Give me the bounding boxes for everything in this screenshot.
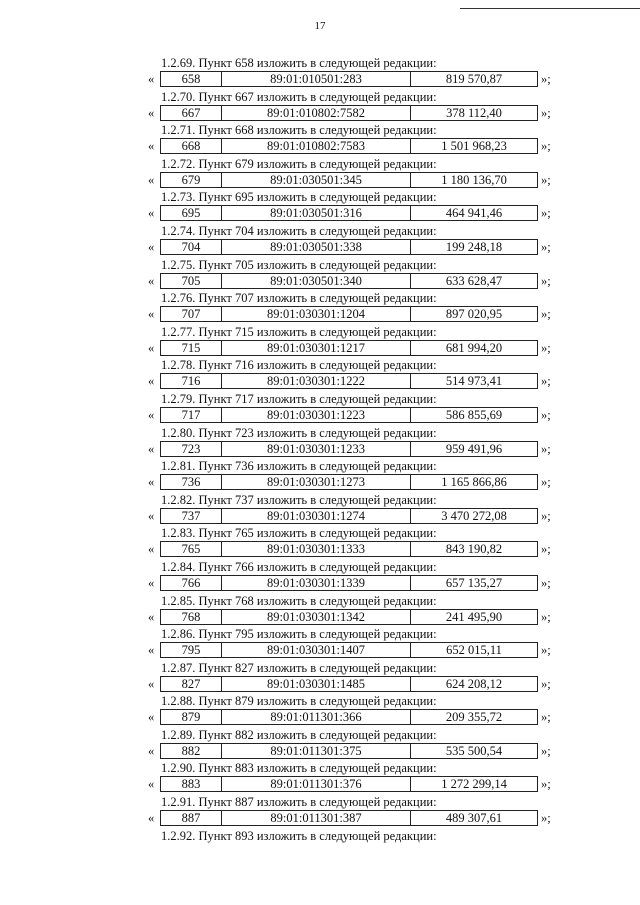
- value-cell: 897 020,95: [445, 307, 503, 322]
- value-cell: 959 491,96: [445, 441, 503, 456]
- closing-quote: »;: [541, 139, 551, 154]
- closing-quote: »;: [541, 374, 551, 389]
- opening-quote: «: [148, 105, 155, 120]
- table-row-wrapper: [148, 205, 568, 222]
- item-number-cell: 736: [161, 475, 222, 489]
- value-cell: 199 248,18: [445, 239, 503, 254]
- item-number-cell: 765: [161, 542, 222, 556]
- amendment-entry: [148, 693, 568, 727]
- amendment-entry: [148, 357, 568, 391]
- cadastral-number-cell: 89:01:011301:376: [222, 777, 411, 791]
- opening-quote: «: [148, 508, 155, 523]
- closing-quote: »;: [541, 273, 551, 288]
- amendment-entry: [148, 760, 568, 794]
- table-row-wrapper: [148, 508, 568, 525]
- amendment-entry: [148, 223, 568, 257]
- table-row-wrapper: [148, 105, 568, 122]
- table-row: [160, 340, 538, 356]
- cadastral-number-cell: 89:01:030301:1274: [222, 509, 411, 523]
- opening-quote: «: [148, 475, 155, 490]
- table-row: [160, 609, 538, 625]
- amendment-heading: 1.2.76. Пункт 707 изложить в следующей редакции:: [161, 291, 437, 306]
- amendment-entry: [148, 559, 568, 593]
- cadastral-number-cell: 89:01:030501:340: [222, 274, 411, 288]
- value-cell: 681 994,20: [445, 340, 503, 355]
- value-cell: 652 015,11: [446, 643, 502, 658]
- value-cell: 1 272 299,14: [441, 777, 507, 792]
- item-number-cell: 679: [161, 173, 222, 187]
- table-row: [160, 407, 538, 423]
- cadastral-number-cell: 89:01:030501:345: [222, 173, 411, 187]
- item-number-cell: 705: [161, 274, 222, 288]
- closing-quote: »;: [541, 676, 551, 691]
- value-cell: 514 973,41: [445, 374, 503, 389]
- cadastral-number-cell: 89:01:010802:7582: [222, 106, 411, 120]
- item-number-cell: 715: [161, 341, 222, 355]
- amendment-heading: 1.2.72. Пункт 679 изложить в следующей редакции:: [161, 156, 437, 171]
- cadastral-number-cell: 89:01:030301:1485: [222, 677, 411, 691]
- opening-quote: «: [148, 710, 155, 725]
- opening-quote: «: [148, 609, 155, 624]
- table-row-wrapper: [148, 776, 568, 793]
- cadastral-number-cell: 89:01:030301:1223: [222, 408, 411, 422]
- table-row-wrapper: [148, 676, 568, 693]
- table-row: [160, 273, 538, 289]
- amendment-heading: 1.2.89. Пункт 882 изложить в следующей редакции:: [161, 727, 437, 742]
- item-number-cell: 795: [161, 643, 222, 657]
- opening-quote: «: [148, 811, 155, 826]
- item-number-cell: 716: [161, 374, 222, 388]
- item-number-cell: 768: [161, 610, 222, 624]
- opening-quote: «: [148, 441, 155, 456]
- amendment-entry: [148, 727, 568, 761]
- opening-quote: «: [148, 676, 155, 691]
- value-cell: 657 135,27: [445, 575, 503, 590]
- table-row: [160, 306, 538, 322]
- table-row-wrapper: [148, 138, 568, 155]
- value-cell: 209 355,72: [445, 710, 503, 725]
- closing-quote: »;: [541, 643, 551, 658]
- cadastral-number-cell: 89:01:030301:1222: [222, 374, 411, 388]
- closing-quote: »;: [541, 407, 551, 422]
- cadastral-number-cell: 89:01:030301:1217: [222, 341, 411, 355]
- amendment-heading: 1.2.77. Пункт 715 изложить в следующей редакции:: [161, 324, 437, 339]
- item-number-cell: 667: [161, 106, 222, 120]
- cadastral-number-cell: 89:01:010802:7583: [222, 139, 411, 153]
- closing-quote: »;: [541, 710, 551, 725]
- opening-quote: «: [148, 307, 155, 322]
- amendment-entry: [148, 55, 568, 89]
- amendment-heading: 1.2.80. Пункт 723 изложить в следующей редакции:: [161, 425, 437, 440]
- opening-quote: «: [148, 575, 155, 590]
- closing-quote: »;: [541, 743, 551, 758]
- amendment-entry: [148, 156, 568, 190]
- amendment-heading: 1.2.91. Пункт 887 изложить в следующей редакции:: [161, 795, 437, 810]
- item-number-cell: 766: [161, 576, 222, 590]
- closing-quote: »;: [541, 72, 551, 86]
- item-number-cell: 704: [161, 240, 222, 254]
- table-row-wrapper: [148, 373, 568, 390]
- table-row: [160, 810, 538, 826]
- table-row-wrapper: [148, 575, 568, 592]
- table-row-wrapper: [148, 340, 568, 357]
- cadastral-number-cell: 89:01:030301:1273: [222, 475, 411, 489]
- amendment-entry: [148, 189, 568, 223]
- cadastral-number-cell: 89:01:011301:366: [222, 710, 411, 724]
- table-row: [160, 474, 538, 490]
- cadastral-number-cell: 89:01:011301:375: [222, 744, 411, 758]
- item-number-cell: 827: [161, 677, 222, 691]
- table-row: [160, 541, 538, 557]
- last-heading: 1.2.92. Пункт 893 изложить в следующей редакции:: [161, 828, 437, 843]
- opening-quote: «: [148, 139, 155, 154]
- closing-quote: »;: [541, 508, 551, 523]
- amendment-heading: 1.2.87. Пункт 827 изложить в следующей редакции:: [161, 660, 437, 675]
- closing-quote: »;: [541, 575, 551, 590]
- table-row-wrapper: [148, 407, 568, 424]
- amendments-list: [148, 55, 568, 844]
- amendment-heading: 1.2.73. Пункт 695 изложить в следующей редакции:: [161, 190, 437, 205]
- page-number: 17: [314, 20, 326, 32]
- table-row-wrapper: [148, 441, 568, 458]
- item-number-cell: 883: [161, 777, 222, 791]
- table-row: [160, 373, 538, 389]
- amendment-heading: 1.2.71. Пункт 668 изложить в следующей редакции:: [161, 123, 437, 138]
- amendment-heading: 1.2.83. Пункт 765 изложить в следующей редакции:: [161, 526, 437, 541]
- item-number-cell: 882: [161, 744, 222, 758]
- amendment-heading: 1.2.75. Пункт 705 изложить в следующей редакции:: [161, 257, 437, 272]
- amendment-heading: 1.2.90. Пункт 883 изложить в следующей редакции:: [161, 761, 437, 776]
- table-row-wrapper: [148, 239, 568, 256]
- closing-quote: »;: [541, 777, 551, 792]
- closing-quote: »;: [541, 609, 551, 624]
- opening-quote: «: [148, 643, 155, 658]
- closing-quote: »;: [541, 441, 551, 456]
- cadastral-number-cell: 89:01:030501:338: [222, 240, 411, 254]
- amendment-heading: 1.2.86. Пункт 795 изложить в следующей редакции:: [161, 627, 437, 642]
- opening-quote: «: [148, 172, 155, 187]
- value-cell: 3 470 272,08: [441, 508, 507, 523]
- value-cell: 535 500,54: [445, 743, 503, 758]
- item-number-cell: 658: [161, 72, 222, 86]
- value-cell: 1 501 968,23: [441, 139, 507, 154]
- table-row-wrapper: [148, 810, 568, 827]
- cadastral-number-cell: 89:01:030301:1233: [222, 442, 411, 456]
- item-number-cell: 707: [161, 307, 222, 321]
- cadastral-number-cell: 89:01:030501:316: [222, 206, 411, 220]
- item-number-cell: 695: [161, 206, 222, 220]
- amendment-entry: [148, 458, 568, 492]
- amendment-entry: [148, 257, 568, 291]
- amendment-entry: [148, 525, 568, 559]
- closing-quote: »;: [541, 206, 551, 221]
- amendment-entry: [148, 290, 568, 324]
- opening-quote: «: [148, 340, 155, 355]
- table-row-wrapper: [148, 273, 568, 290]
- amendment-entry: [148, 391, 568, 425]
- amendment-entry: [148, 492, 568, 526]
- value-cell: 633 628,47: [445, 273, 503, 288]
- closing-quote: »;: [541, 811, 551, 826]
- cadastral-number-cell: 89:01:010501:283: [222, 72, 411, 86]
- opening-quote: «: [148, 374, 155, 389]
- table-row: [160, 138, 538, 154]
- amendment-heading: 1.2.85. Пункт 768 изложить в следующей редакции:: [161, 593, 437, 608]
- cadastral-number-cell: 89:01:011301:387: [222, 811, 411, 825]
- table-row: [160, 441, 538, 457]
- table-row: [160, 172, 538, 188]
- value-cell: 843 190,82: [445, 542, 503, 557]
- amendment-heading: 1.2.82. Пункт 737 изложить в следующей редакции:: [161, 492, 437, 507]
- item-number-cell: 879: [161, 710, 222, 724]
- amendment-entry: [148, 324, 568, 358]
- closing-quote: »;: [541, 307, 551, 322]
- opening-quote: «: [148, 407, 155, 422]
- amendment-entry: [148, 794, 568, 828]
- table-row-wrapper: [148, 743, 568, 760]
- top-border-line: [460, 8, 640, 9]
- item-number-cell: 717: [161, 408, 222, 422]
- value-cell: 1 165 866,86: [441, 475, 507, 490]
- table-row: [160, 71, 538, 87]
- value-cell: 464 941,46: [445, 206, 503, 221]
- table-row-wrapper: [148, 306, 568, 323]
- cadastral-number-cell: 89:01:030301:1342: [222, 610, 411, 624]
- table-row-wrapper: [148, 172, 568, 189]
- table-row: [160, 676, 538, 692]
- item-number-cell: 668: [161, 139, 222, 153]
- opening-quote: «: [148, 206, 155, 221]
- opening-quote: «: [148, 777, 155, 792]
- table-row: [160, 709, 538, 725]
- amendment-entry: [148, 660, 568, 694]
- table-row-wrapper: [148, 642, 568, 659]
- cadastral-number-cell: 89:01:030301:1204: [222, 307, 411, 321]
- amendment-entry: [148, 593, 568, 627]
- closing-quote: »;: [541, 475, 551, 490]
- amendment-heading: 1.2.70. Пункт 667 изложить в следующей редакции:: [161, 89, 437, 104]
- amendment-entry: [148, 89, 568, 123]
- amendment-heading: 1.2.84. Пункт 766 изложить в следующей редакции:: [161, 559, 437, 574]
- value-cell: 819 570,87: [445, 72, 503, 86]
- table-row: [160, 575, 538, 591]
- item-number-cell: 737: [161, 509, 222, 523]
- table-row: [160, 205, 538, 221]
- amendment-heading: 1.2.88. Пункт 879 изложить в следующей редакции:: [161, 694, 437, 709]
- table-row-wrapper: [148, 474, 568, 491]
- table-row: [160, 508, 538, 524]
- table-row: [160, 105, 538, 121]
- value-cell: 378 112,40: [446, 105, 502, 120]
- closing-quote: »;: [541, 172, 551, 187]
- item-number-cell: 723: [161, 442, 222, 456]
- table-row: [160, 776, 538, 792]
- amendment-heading: 1.2.79. Пункт 717 изложить в следующей редакции:: [161, 391, 437, 406]
- value-cell: 586 855,69: [445, 407, 503, 422]
- closing-quote: »;: [541, 105, 551, 120]
- entries-container: [148, 55, 568, 828]
- table-row: [160, 743, 538, 759]
- table-row-wrapper: [148, 609, 568, 626]
- amendment-entry: [148, 626, 568, 660]
- amendment-heading: 1.2.78. Пункт 716 изложить в следующей редакции:: [161, 358, 437, 373]
- amendment-entry: [148, 425, 568, 459]
- value-cell: 241 495,90: [445, 609, 503, 624]
- closing-quote: »;: [541, 340, 551, 355]
- table-row: [160, 239, 538, 255]
- amendment-entry: [148, 122, 568, 156]
- amendment-heading: 1.2.69. Пункт 658 изложить в следующей редакции:: [161, 56, 437, 70]
- opening-quote: «: [148, 239, 155, 254]
- table-row: [160, 642, 538, 658]
- opening-quote: «: [148, 72, 155, 86]
- item-number-cell: 887: [161, 811, 222, 825]
- cadastral-number-cell: 89:01:030301:1339: [222, 576, 411, 590]
- closing-quote: »;: [541, 239, 551, 254]
- amendment-heading: 1.2.74. Пункт 704 изложить в следующей редакции:: [161, 223, 437, 238]
- opening-quote: «: [148, 273, 155, 288]
- opening-quote: «: [148, 743, 155, 758]
- table-row-wrapper: [148, 541, 568, 558]
- table-row-wrapper: [148, 71, 568, 88]
- cadastral-number-cell: 89:01:030301:1333: [222, 542, 411, 556]
- value-cell: 489 307,61: [445, 811, 503, 826]
- value-cell: 624 208,12: [445, 676, 503, 691]
- opening-quote: «: [148, 542, 155, 557]
- value-cell: 1 180 136,70: [441, 172, 507, 187]
- cadastral-number-cell: 89:01:030301:1407: [222, 643, 411, 657]
- closing-quote: »;: [541, 542, 551, 557]
- table-row-wrapper: [148, 709, 568, 726]
- amendment-heading: 1.2.81. Пункт 736 изложить в следующей редакции:: [161, 459, 437, 474]
